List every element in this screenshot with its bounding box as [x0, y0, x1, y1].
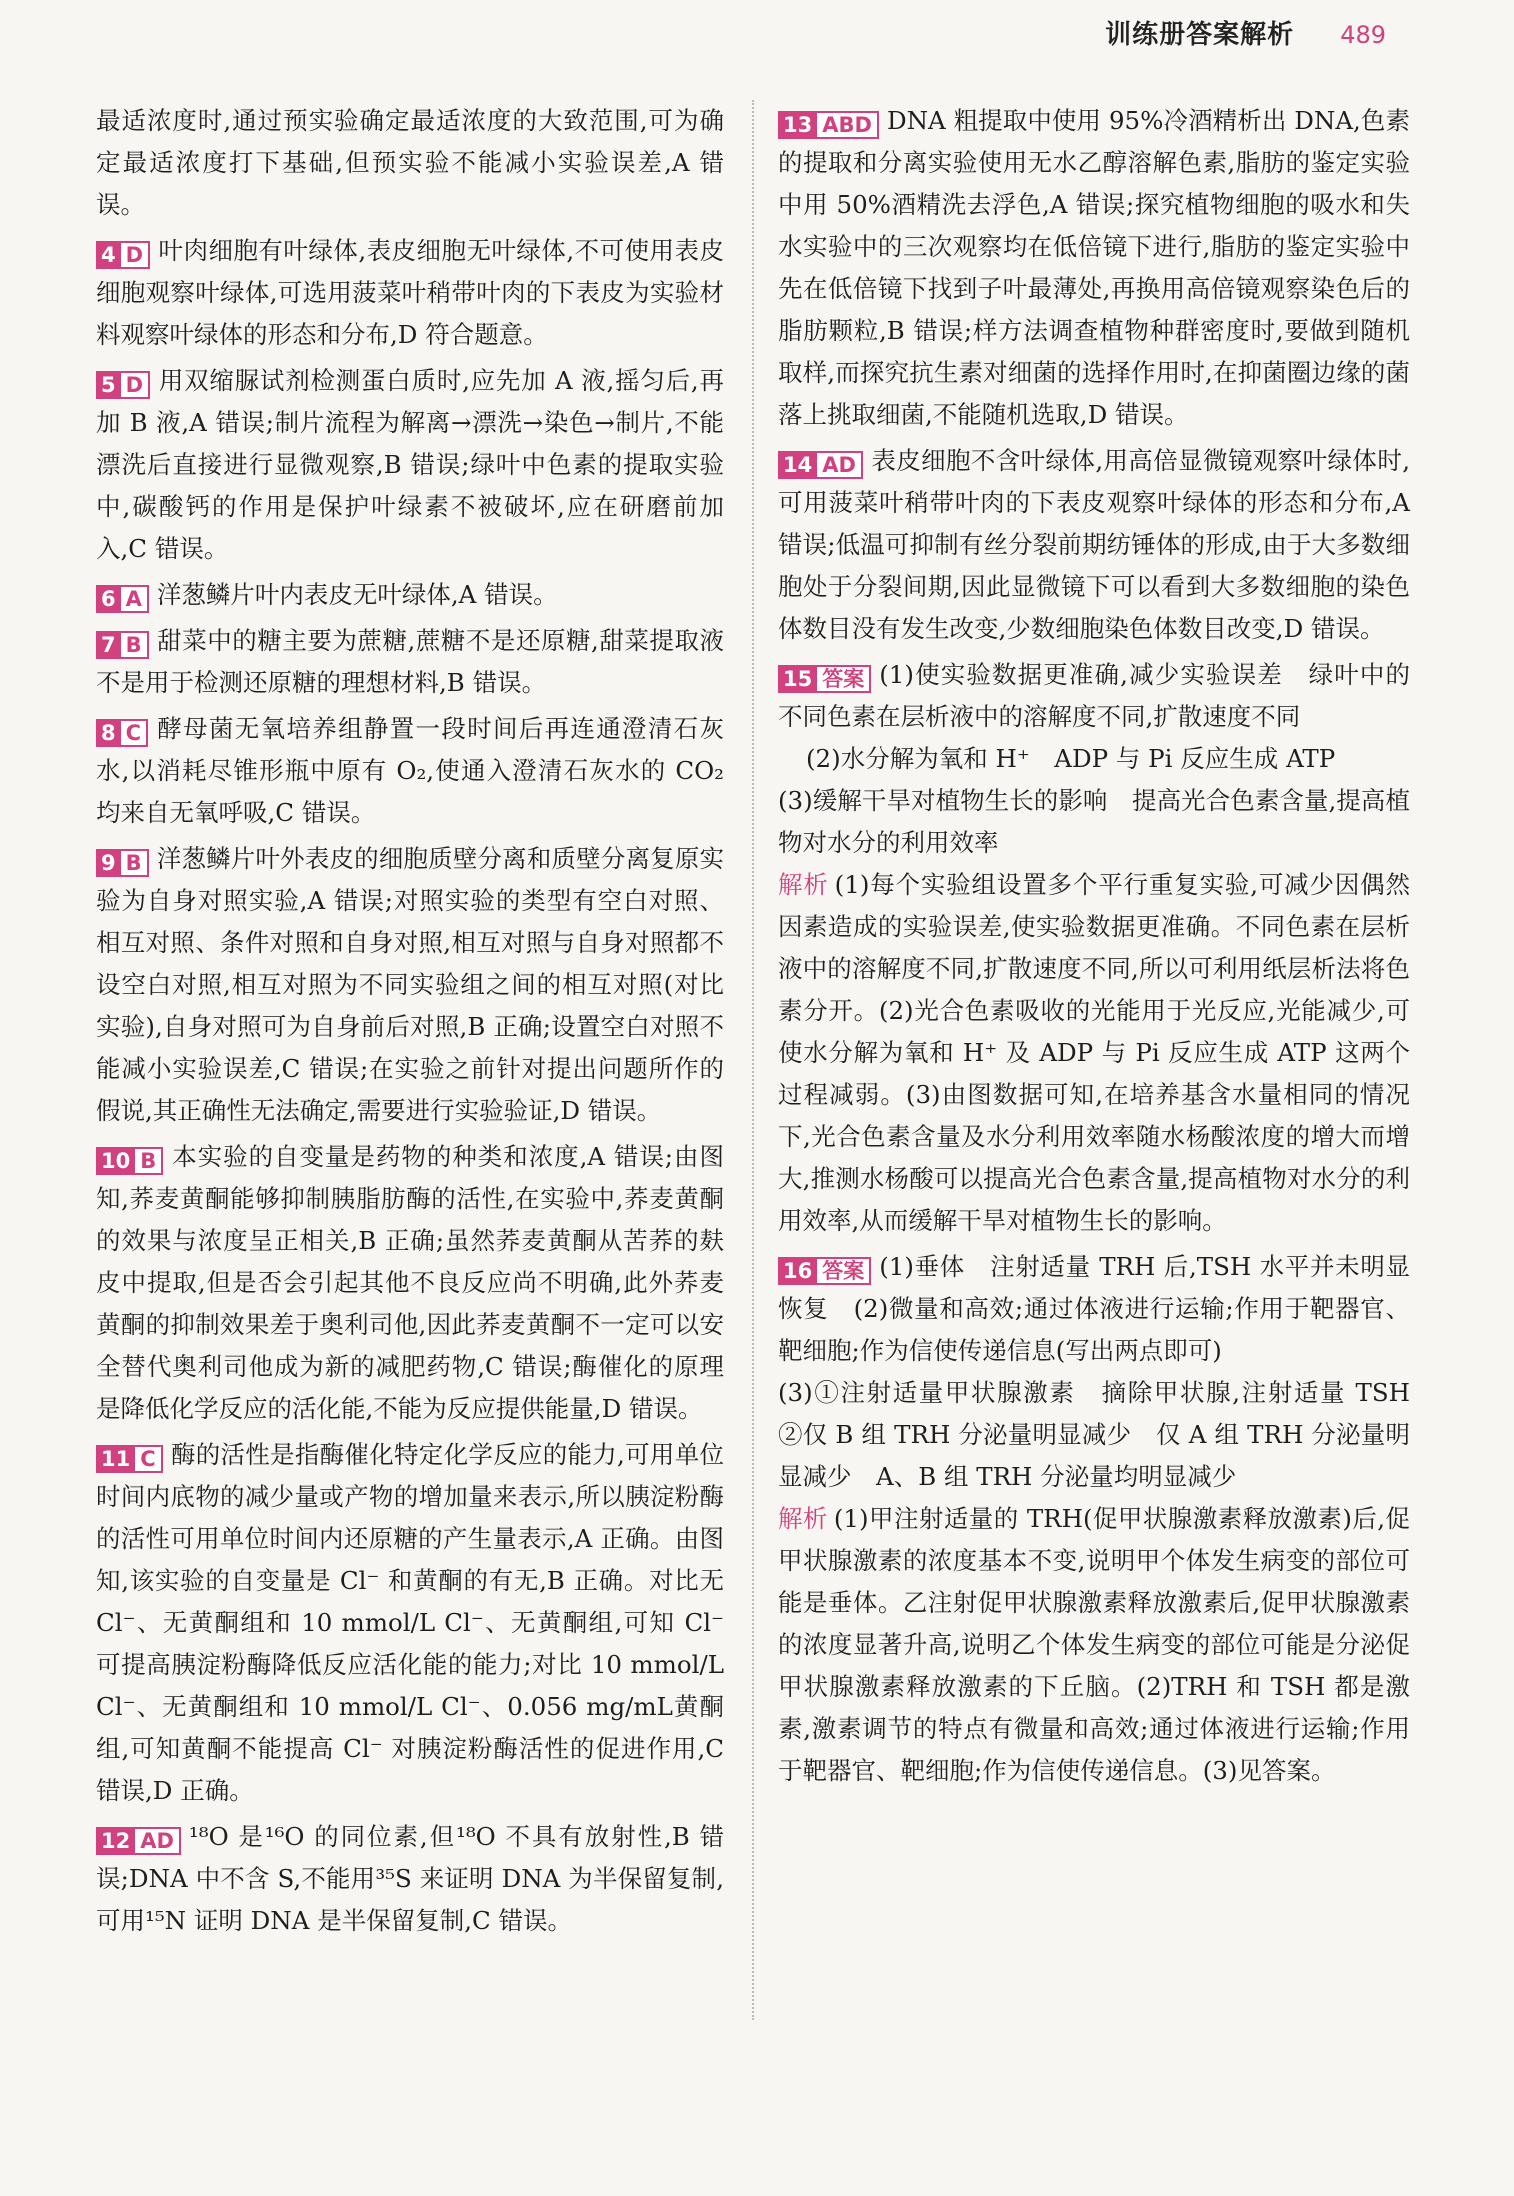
question-7: [96, 620, 724, 704]
explanation-text: 用双缩脲试剂检测蛋白质时,应先加 A 液,摇匀后,再加 B 液,A 错误;制片流程为解离→漂洗→染色→制片,不能漂洗后直接进行显微观察,B 错误;绿叶中色素的提取实验中,碳酸钙的作用是保护叶绿素不被破坏,应在研磨前加入,C 错误。: [96, 366, 724, 563]
explanation-text: 洋葱鳞片叶内表皮无叶绿体,A 错误。: [156, 580, 558, 609]
answer-part-1: (1)使实验数据更准确,减少实验误差 绿叶中的不同色素在层析液中的溶解度不同,扩散速度不同: [778, 660, 1410, 731]
answer-badge: 15 答案: [778, 665, 871, 693]
answer-badge: 12 AD: [96, 1827, 181, 1855]
question-11: [96, 1434, 724, 1812]
answer-badge: 16 答案: [778, 1257, 871, 1285]
left-column: [96, 100, 724, 1946]
question-8: [96, 708, 724, 834]
answer-badge: 9 B: [96, 849, 149, 877]
right-column: [778, 100, 1435, 1796]
analysis-label: 解析: [778, 1504, 828, 1533]
question-14: [778, 440, 1410, 650]
answer-part-1: (1)垂体 注射适量 TRH 后,TSH 水平并未明显恢复 (2)微量和高效;通过体液进行运输;作用于靶器官、靶细胞;作为信使传递信息(写出两点即可): [778, 1252, 1410, 1365]
running-title: 训练册答案解析: [1105, 20, 1295, 50]
explanation-text: 酵母菌无氧培养组静置一段时间后再连通澄清石灰水,以消耗尽锥形瓶中原有 O₂,使通入澄清石灰水的 CO₂ 均来自无氧呼吸,C 错误。: [96, 714, 724, 827]
paragraph-text: 最适浓度时,通过预实验确定最适浓度的大致范围,可为确定最适浓度打下基础,但预实验不能减小实验误差,A 错误。: [96, 106, 724, 219]
analysis-label: 解析: [778, 870, 829, 899]
answer-badge: 14 AD: [778, 451, 863, 479]
analysis-text: (1)每个实验组设置多个平行重复实验,可减少因偶然因素造成的实验误差,使实验数据更准确。不同色素在层析液中的溶解度不同,扩散速度不同,所以可利用纸层析法将色素分开。(2)光合色素吸收的光能用于光反应,光能减少,可使水分解为氧和 H⁺ 及 ADP 与 Pi 反应生成 ATP 这两个过程减弱。(3)由图数据可知,在培养基含水量相同的情况下,光合色素含量及水分利用效率随水杨酸浓度的增大而增大,推测水杨酸可以提高光合色素含量,提高植物对水分的利用效率,从而缓解干旱对植物生长的影响。: [778, 870, 1410, 1235]
question-16: [778, 1246, 1435, 1792]
explanation-text: 酶的活性是指酶催化特定化学反应的能力,可用单位时间内底物的减少量或产物的增加量来表示,所以胰淀粉酶的活性可用单位时间内还原糖的产生量表示,A 正确。由图知,该实验的自变量是 Cl⁻ 和黄酮的有无,B 正确。对比无 Cl⁻、无黄酮组和 10 mmol/L Cl⁻、无黄酮组,可知 Cl⁻ 可提高胰淀粉酶降低反应活化能的能力;对比 10 mmol/L Cl⁻、无黄酮组和 10 mmol/L Cl⁻、0.056 mg/mL黄酮组,可知黄酮不能提高 Cl⁻ 对胰淀粉酶活性的促进作用,C 错误,D 正确。: [96, 1440, 724, 1805]
analysis-text: (1)甲注射适量的 TRH(促甲状腺激素释放激素)后,促甲状腺激素的浓度基本不变,说明甲个体发生病变的部位可能是垂体。乙注射促甲状腺激素释放激素后,促甲状腺激素的浓度显著升高,说明乙个体发生病变的部位可能是分泌促甲状腺激素释放激素的下丘脑。(2)TRH 和 TSH 都是激素,激素调节的特点有微量和高效;通过体液进行运输;作用于靶器官、靶细胞;作为信使传递信息。(3)见答案。: [778, 1504, 1410, 1785]
question-5: [96, 360, 724, 570]
question-6: [96, 574, 724, 616]
explanation-text: 甜菜中的糖主要为蔗糖,蔗糖不是还原糖,甜菜提取液不是用于检测还原糖的理想材料,B 错误。: [96, 626, 724, 697]
question-4: [96, 230, 724, 356]
answer-badge: 4 D: [96, 241, 150, 269]
question-12: [96, 1816, 724, 1942]
answer-part-2: (2)水分解为氧和 H⁺ ADP 与 Pi 反应生成 ATP: [806, 744, 1336, 773]
answer-part-3: (3)缓解干旱对植物生长的影响 提高光合色素含量,提高植物对水分的利用效率: [778, 786, 1410, 857]
question-9: [96, 838, 724, 1132]
explanation-text: 叶肉细胞有叶绿体,表皮细胞无叶绿体,不可使用表皮细胞观察叶绿体,可选用菠菜叶稍带叶肉的下表皮为实验材料观察叶绿体的形态和分布,D 符合题意。: [96, 236, 724, 349]
answer-badge: 10 B: [96, 1147, 163, 1175]
explanation-text: 洋葱鳞片叶外表皮的细胞质壁分离和质壁分离复原实验为自身对照实验,A 错误;对照实验的类型有空白对照、相互对照、条件对照和自身对照,相互对照与自身对照都不设空白对照,相互对照为不同实验组之间的相互对照(对比实验),自身对照可为自身前后对照,B 正确;设置空白对照不能减小实验误差,C 错误;在实验之前针对提出问题所作的假说,其正确性无法确定,需要进行实验验证,D 错误。: [96, 844, 724, 1125]
question-15: [778, 654, 1410, 1242]
explanation-text: 本实验的自变量是药物的种类和浓度,A 错误;由图知,荞麦黄酮能够抑制胰脂肪酶的活性,在实验中,荞麦黄酮的效果与浓度呈正相关,B 正确;虽然荞麦黄酮从苦荞的麸皮中提取,但是否会引起其他不良反应尚不明确,此外荞麦黄酮的抑制效果差于奥利司他,因此荞麦黄酮不一定可以安全替代奥利司他成为新的减肥药物,C 错误;酶催化的原理是降低化学反应的活化能,不能为反应提供能量,D 错误。: [96, 1142, 724, 1423]
answer-badge: 8 C: [96, 719, 148, 747]
page-number: 489: [1340, 21, 1386, 49]
continued-paragraph: [96, 100, 724, 226]
answer-badge: 6 A: [96, 585, 149, 613]
question-13: [778, 100, 1410, 436]
explanation-text: ¹⁸O 是¹⁶O 的同位素,但¹⁸O 不具有放射性,B 错误;DNA 中不含 S,不能用³⁵S 来证明 DNA 为半保留复制,可用¹⁵N 证明 DNA 是半保留复制,C 错误。: [96, 1822, 724, 1935]
answer-badge: 7 B: [96, 631, 149, 659]
answer-badge: 11 C: [96, 1445, 163, 1473]
question-10: [96, 1136, 724, 1430]
column-divider: [752, 100, 754, 2020]
answer-badge: 13 ABD: [778, 111, 879, 139]
answer-part-2: (3)①注射适量甲状腺激素 摘除甲状腺,注射适量 TSH ②仅 B 组 TRH 分泌量明显减少 仅 A 组 TRH 分泌量明显减少 A、B 组 TRH 分泌量均明显减少: [778, 1378, 1435, 1491]
answer-badge: 5 D: [96, 371, 150, 399]
page-header: [1105, 14, 1386, 51]
explanation-text: DNA 粗提取中使用 95%冷酒精析出 DNA,色素的提取和分离实验使用无水乙醇溶解色素,脂肪的鉴定实验中用 50%酒精洗去浮色,A 错误;探究植物细胞的吸水和失水实验中的三次观察均在低倍镜下进行,脂肪的鉴定实验中先在低倍镜下找到子叶最薄处,再换用高倍镜观察染色后的脂肪颗粒,B 错误;样方法调查植物种群密度时,要做到随机取样,而探究抗生素对细菌的选择作用时,在抑菌圈边缘的菌落上挑取细菌,不能随机选取,D 错误。: [778, 106, 1410, 429]
explanation-text: 表皮细胞不含叶绿体,用高倍显微镜观察叶绿体时,可用菠菜叶稍带叶肉的下表皮观察叶绿体的形态和分布,A 错误;低温可抑制有丝分裂前期纺锤体的形成,由于大多数细胞处于分裂间期,因此显微镜下可以看到大多数细胞的染色体数目没有发生改变,少数细胞染色体数目改变,D 错误。: [778, 446, 1410, 643]
